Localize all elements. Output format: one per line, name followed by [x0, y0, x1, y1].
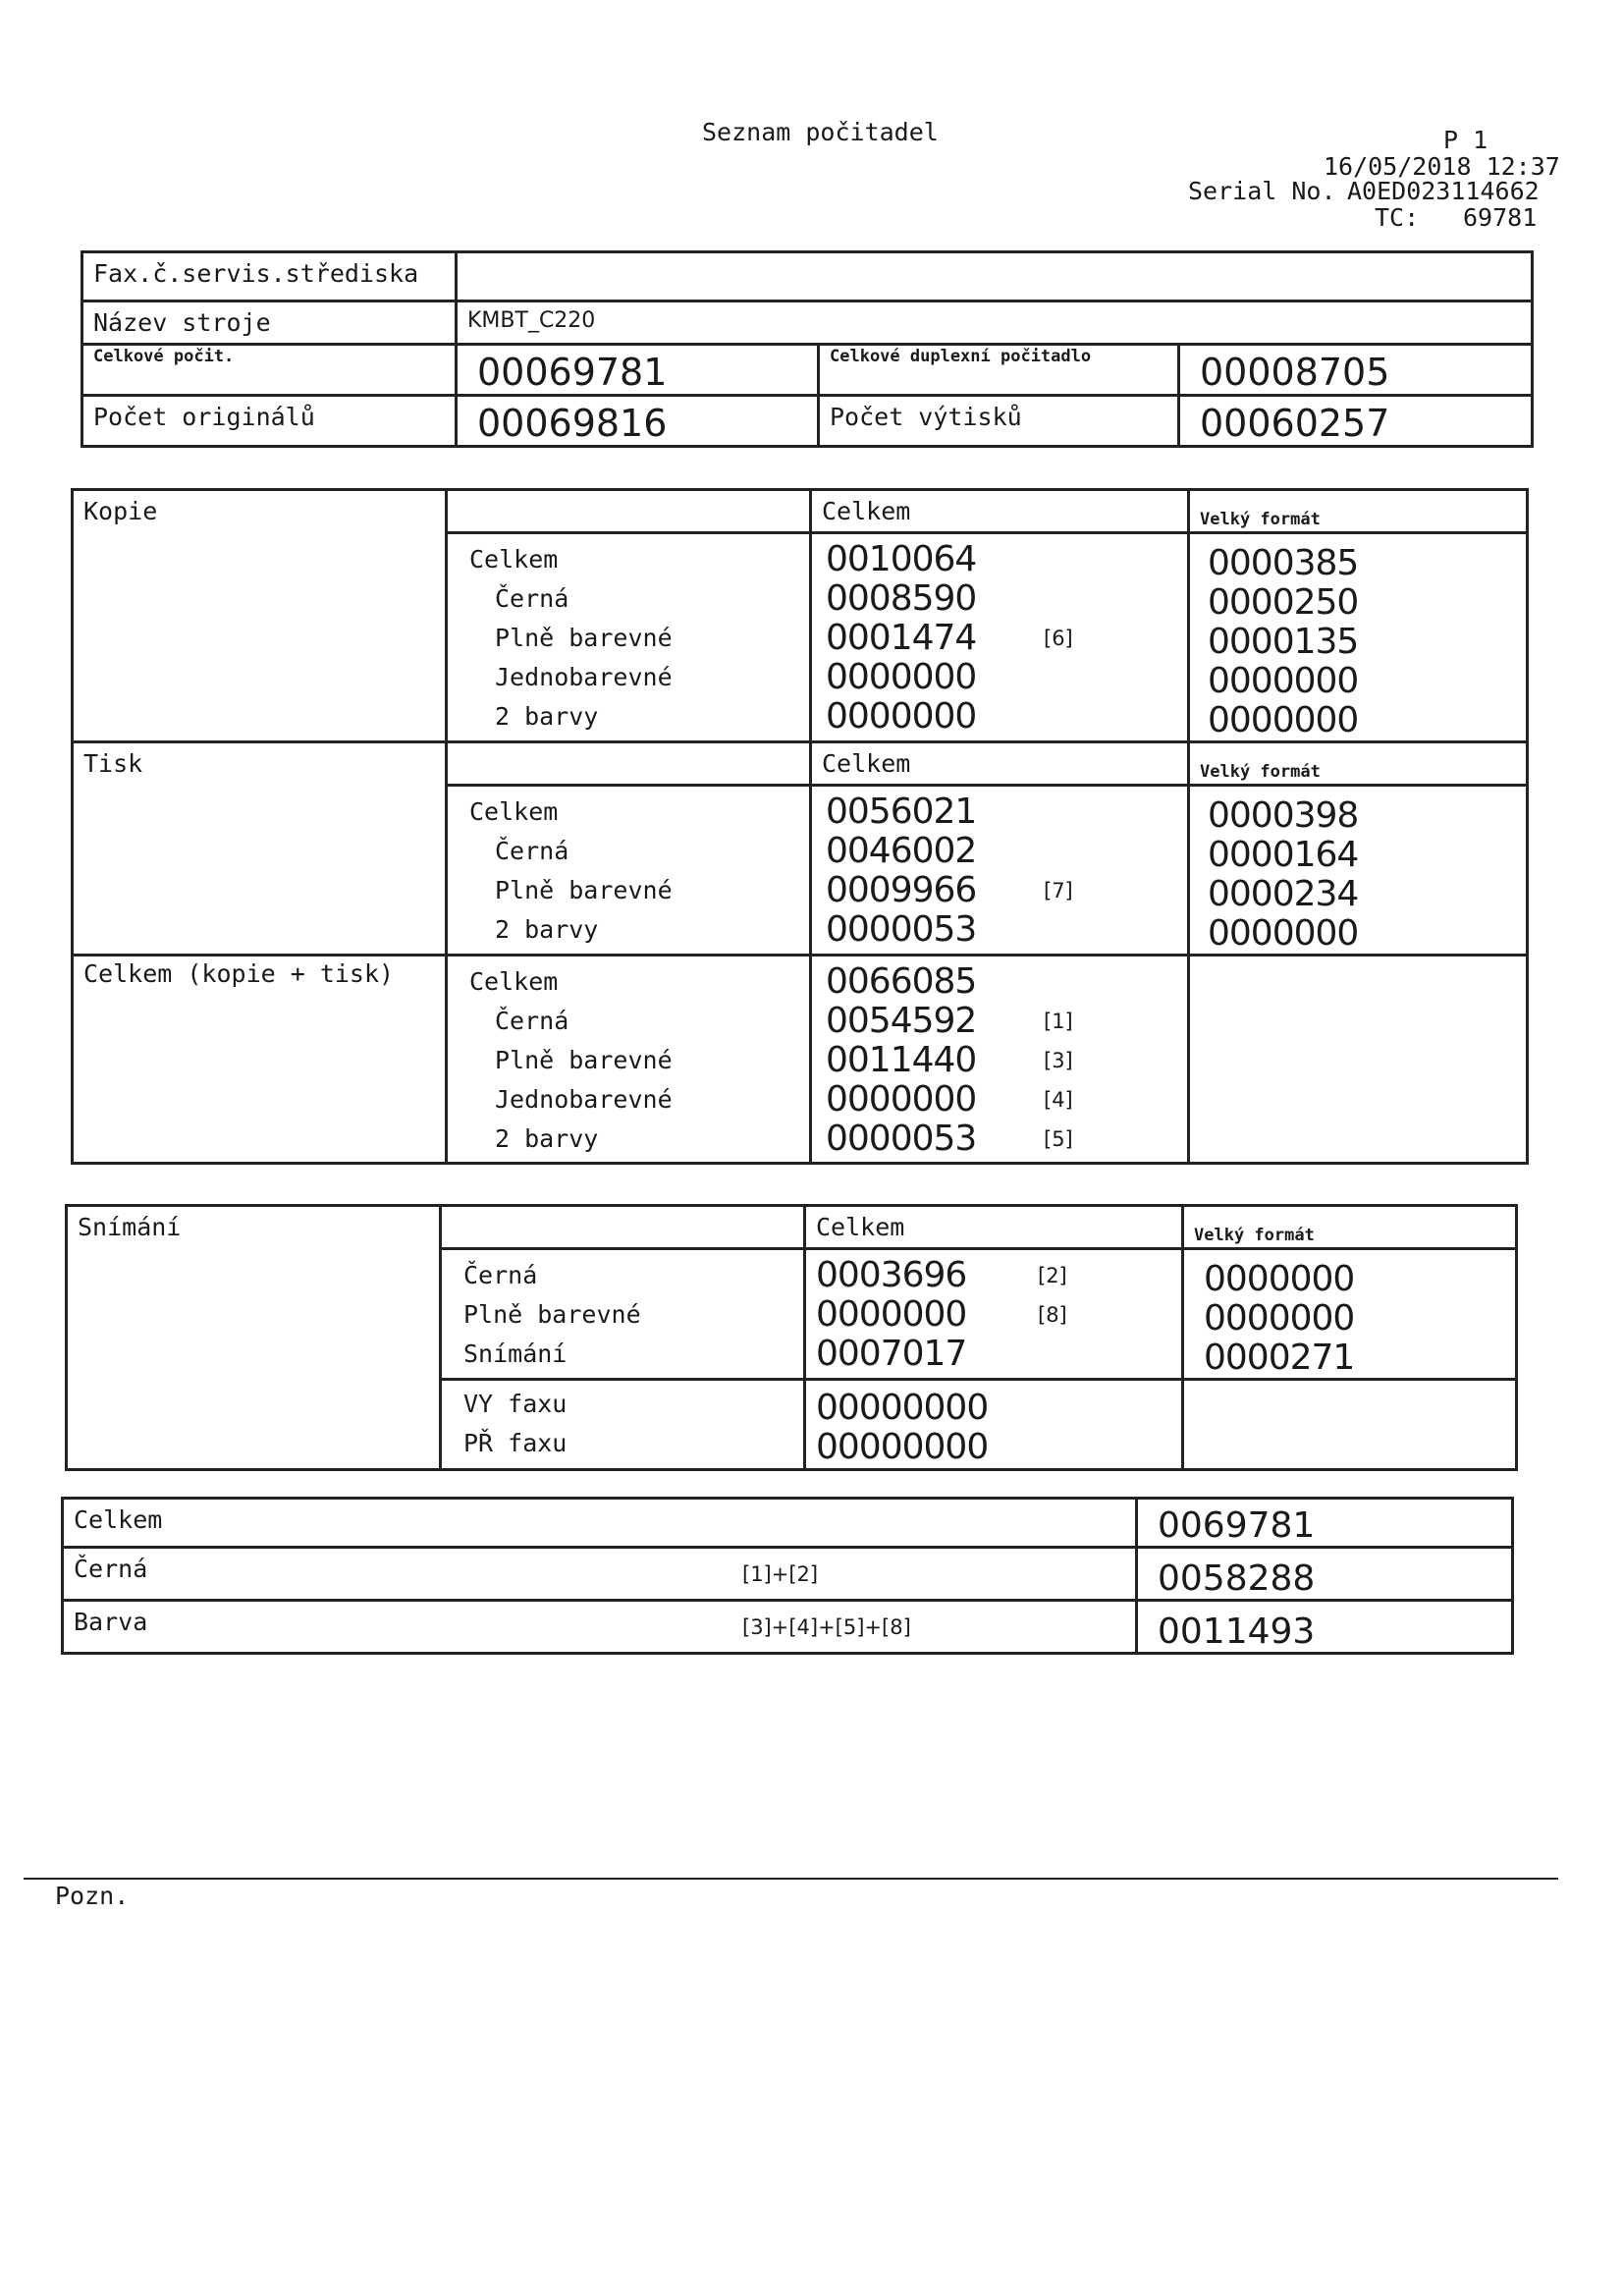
- sum-row-full-color: Plně barevné: [495, 1046, 673, 1074]
- originals-label: Počet originálů: [82, 396, 457, 447]
- copy-large-full-color: 0000135: [1208, 622, 1359, 662]
- summary-black-formula: [1]+[2]: [742, 1548, 1137, 1601]
- print-row-full-color: Plně barevné: [495, 876, 673, 904]
- print-row-black: Černá: [495, 837, 569, 865]
- fax-label: Fax.č.servis.střediska: [82, 252, 457, 301]
- ref-2: [2]: [1038, 1264, 1067, 1287]
- fax-received-value: 00000000: [816, 1427, 989, 1467]
- copy-large-total: 0000385: [1208, 543, 1359, 583]
- copy-large-black: 0000250: [1208, 582, 1359, 623]
- summary-color-formula: [3]+[4]+[5]+[8]: [742, 1601, 1137, 1654]
- print-col-large: Velký formát: [1189, 742, 1528, 786]
- copy-section-label: Kopie: [73, 490, 447, 742]
- sum-row-total: Celkem: [469, 967, 559, 996]
- page-title: Seznam počitadel: [702, 118, 939, 146]
- scan-full-color-value: 0000000: [816, 1294, 967, 1335]
- ref-6: [6]: [1044, 627, 1073, 650]
- scan-large-black: 0000000: [1204, 1259, 1355, 1299]
- ref-7: [7]: [1044, 879, 1073, 902]
- sum-total-value: 0066085: [826, 961, 977, 1002]
- tc-value: 69781: [1463, 203, 1538, 232]
- summary-color-value: 0011493: [1137, 1601, 1513, 1654]
- sum-black-value: 0054592: [826, 1001, 977, 1041]
- ref-5: [5]: [1044, 1127, 1073, 1151]
- ref-3: [3]: [1044, 1049, 1073, 1072]
- sum-full-color-value: 0011440: [826, 1040, 977, 1080]
- copy-two-color-value: 0000000: [826, 696, 977, 737]
- sum-row-black: Černá: [495, 1007, 569, 1035]
- sum-row-single-color: Jednobarevné: [495, 1085, 673, 1114]
- print-col-total: Celkem: [811, 742, 1189, 786]
- ref-8: [8]: [1038, 1303, 1067, 1327]
- machine-name-value: KMBT_C220: [457, 301, 1533, 345]
- ref-1: [1]: [1044, 1010, 1073, 1033]
- copy-col-total: Celkem: [811, 490, 1189, 533]
- usage-table: [71, 488, 1529, 1165]
- serial-label: Serial No.: [1188, 177, 1336, 205]
- total-counter-label: Celkové počit.: [82, 345, 457, 396]
- note-label: Pozn.: [55, 1882, 130, 1910]
- print-full-color-value: 0009966: [826, 870, 977, 910]
- scan-col-total: Celkem: [805, 1206, 1183, 1249]
- copy-black-value: 0008590: [826, 578, 977, 619]
- machine-name-label: Název stroje: [82, 301, 457, 345]
- copy-large-single-color: 0000000: [1208, 661, 1359, 701]
- fax-sent-label: VY faxu: [463, 1390, 568, 1418]
- copy-row-single-color: Jednobarevné: [495, 663, 673, 691]
- duplex-counter-value: 00008705: [1179, 345, 1533, 396]
- originals-value: 00069816: [457, 396, 819, 447]
- sum-single-color-value: 0000000: [826, 1079, 977, 1120]
- summary-total-label: Celkem: [63, 1499, 743, 1548]
- fax-received-label: PŘ faxu: [463, 1429, 568, 1457]
- sum-section-label: Celkem (kopie + tisk): [73, 956, 447, 1164]
- print-large-black: 0000164: [1208, 835, 1359, 875]
- total-counter-value: 00069781: [457, 345, 819, 396]
- summary-total-formula: [742, 1499, 1137, 1548]
- summary-black-value: 0058288: [1137, 1548, 1513, 1601]
- scan-black-value: 0003696: [816, 1255, 967, 1295]
- print-large-full-color: 0000234: [1208, 874, 1359, 914]
- tc-label: TC:: [1375, 203, 1420, 232]
- copy-total-value: 0010064: [826, 539, 977, 579]
- print-large-total: 0000398: [1208, 795, 1359, 836]
- print-row-total: Celkem: [469, 797, 559, 826]
- fax-sent-value: 00000000: [816, 1388, 989, 1428]
- copy-full-color-value: 0001474: [826, 618, 977, 658]
- print-row-two-color: 2 barvy: [495, 915, 599, 944]
- page-number: P 1: [1443, 126, 1488, 154]
- info-table: [81, 250, 1534, 448]
- copy-row-total: Celkem: [469, 545, 559, 574]
- copy-large-two-color: 0000000: [1208, 700, 1359, 740]
- prints-value: 00060257: [1179, 396, 1533, 447]
- fax-value: [457, 252, 1533, 301]
- print-two-color-value: 0000053: [826, 909, 977, 950]
- duplex-counter-label: Celkové duplexní počitadlo: [819, 345, 1179, 396]
- copy-row-two-color: 2 barvy: [495, 702, 599, 731]
- copy-row-full-color: Plně barevné: [495, 624, 673, 652]
- scan-col-large: Velký formát: [1183, 1206, 1517, 1249]
- print-total-value: 0056021: [826, 792, 977, 832]
- footer-divider: [24, 1878, 1558, 1880]
- scan-scanning-value: 0007017: [816, 1334, 967, 1374]
- scan-section-label: Snímání: [67, 1206, 441, 1470]
- copy-row-black: Černá: [495, 584, 569, 613]
- summary-total-value: 0069781: [1137, 1499, 1513, 1548]
- copy-single-color-value: 0000000: [826, 657, 977, 697]
- summary-color-label: Barva: [63, 1601, 743, 1654]
- scan-row-scanning: Snímání: [463, 1339, 568, 1368]
- print-datetime: 16/05/2018 12:37: [1324, 152, 1560, 181]
- print-section-label: Tisk: [73, 742, 447, 956]
- summary-black-label: Černá: [63, 1548, 743, 1601]
- print-black-value: 0046002: [826, 831, 977, 871]
- scan-large-scanning: 0000271: [1204, 1338, 1355, 1378]
- print-large-two-color: 0000000: [1208, 913, 1359, 954]
- scan-row-full-color: Plně barevné: [463, 1300, 641, 1329]
- sum-two-color-value: 0000053: [826, 1119, 977, 1159]
- scan-large-full-color: 0000000: [1204, 1298, 1355, 1339]
- sum-row-two-color: 2 barvy: [495, 1124, 599, 1153]
- prints-label: Počet výtisků: [819, 396, 1179, 447]
- scan-table: [65, 1204, 1518, 1471]
- ref-4: [4]: [1044, 1088, 1073, 1112]
- scan-row-black: Černá: [463, 1261, 538, 1289]
- copy-col-large: Velký formát: [1189, 490, 1528, 533]
- summary-table: [61, 1497, 1514, 1655]
- serial-value: A0ED023114662: [1347, 177, 1540, 205]
